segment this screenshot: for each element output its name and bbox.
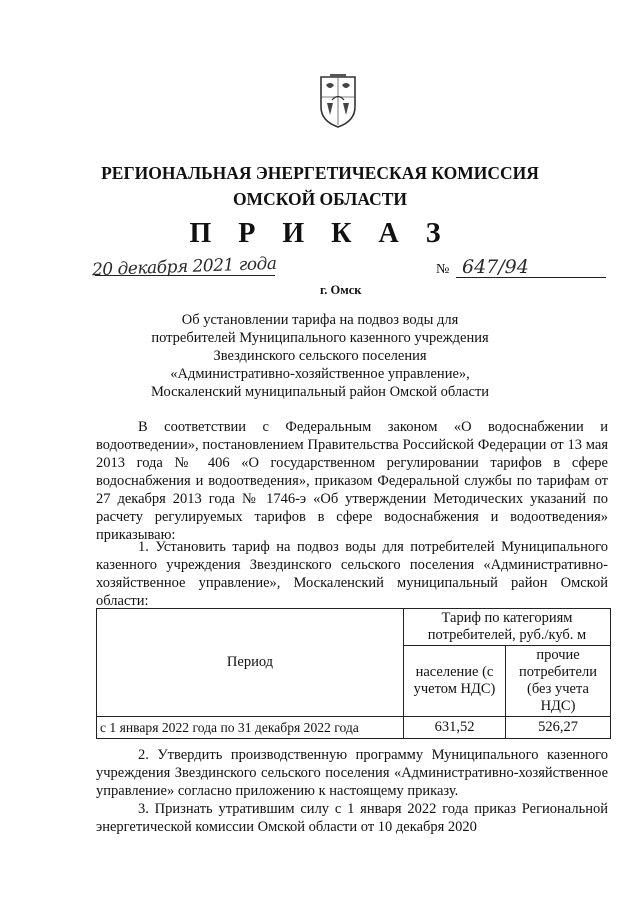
document-type-title: П Р И К А З	[189, 218, 451, 249]
population-tariff-cell: 631,52	[404, 717, 506, 739]
number-underline	[456, 277, 606, 278]
tariff-table	[96, 608, 611, 739]
coat-of-arms-icon	[318, 73, 358, 129]
item-1-paragraph: 1. Установить тариф на подвоз воды для потребителей Муниципального казенного учреждения Звездинского сельского поселения «Административно-хозяйственное управление», Москаленский муниципальный район Омской области:	[96, 539, 608, 609]
period-cell: с 1 января 2022 года по 31 декабря 2022 года	[97, 717, 404, 739]
city-label: г. Омск	[320, 283, 362, 297]
period-header: Период	[97, 609, 404, 717]
date-underline	[95, 275, 275, 276]
preamble-paragraph: В соответствии с Федеральным законом «О водоснабжении и водоотведении», постановлением Правительства Российской Федерации от 13 мая 2013 года № 406 «О государственном регулировании тарифов в сфере водоснабжения и водоотведения», приказом Федеральной службы по тарифам от 27 декабря 2013 года № 1746-э «Об утверждении Методических указаний по расчету регулируемых тарифов в сфере водоснабжения и водоотведения» приказываю:	[96, 419, 608, 543]
other-consumers-column-header: прочие потребители (без учета НДС)	[506, 646, 611, 717]
order-subject: Об установлении тарифа на подвоз воды для потребителей Муниципального казенного учреждения Звездинского сельского поселения «Административно-хозяйственное управление», Москаленский муниципальный район Омской области	[150, 312, 490, 400]
table-row	[97, 717, 611, 739]
item-2-paragraph: 2. Утвердить производственную программу Муниципального казенного учреждения Звездинского сельского поселения «Административно-хозяйственное управление» согласно приложению к настоящему приказу.	[96, 747, 608, 799]
item-3-paragraph: 3. Признать утратившим силу с 1 января 2022 года приказ Региональной энергетической комиссии Омской области от 10 декабря 2020	[96, 801, 608, 835]
population-column-header: население (с учетом НДС)	[404, 646, 506, 717]
tariff-header: Тариф по категориям потребителей, руб./куб. м	[404, 609, 611, 646]
org-name-line1: РЕГИОНАЛЬНАЯ ЭНЕРГЕТИЧЕСКАЯ КОМИССИЯ	[101, 163, 539, 183]
other-tariff-cell: 526,27	[506, 717, 611, 739]
org-name-line2: ОМСКОЙ ОБЛАСТИ	[232, 189, 408, 209]
number-label: №	[436, 262, 450, 277]
handwritten-order-number: 647/94	[462, 256, 529, 278]
handwritten-date: 20 декабря 2021 года	[91, 253, 277, 281]
